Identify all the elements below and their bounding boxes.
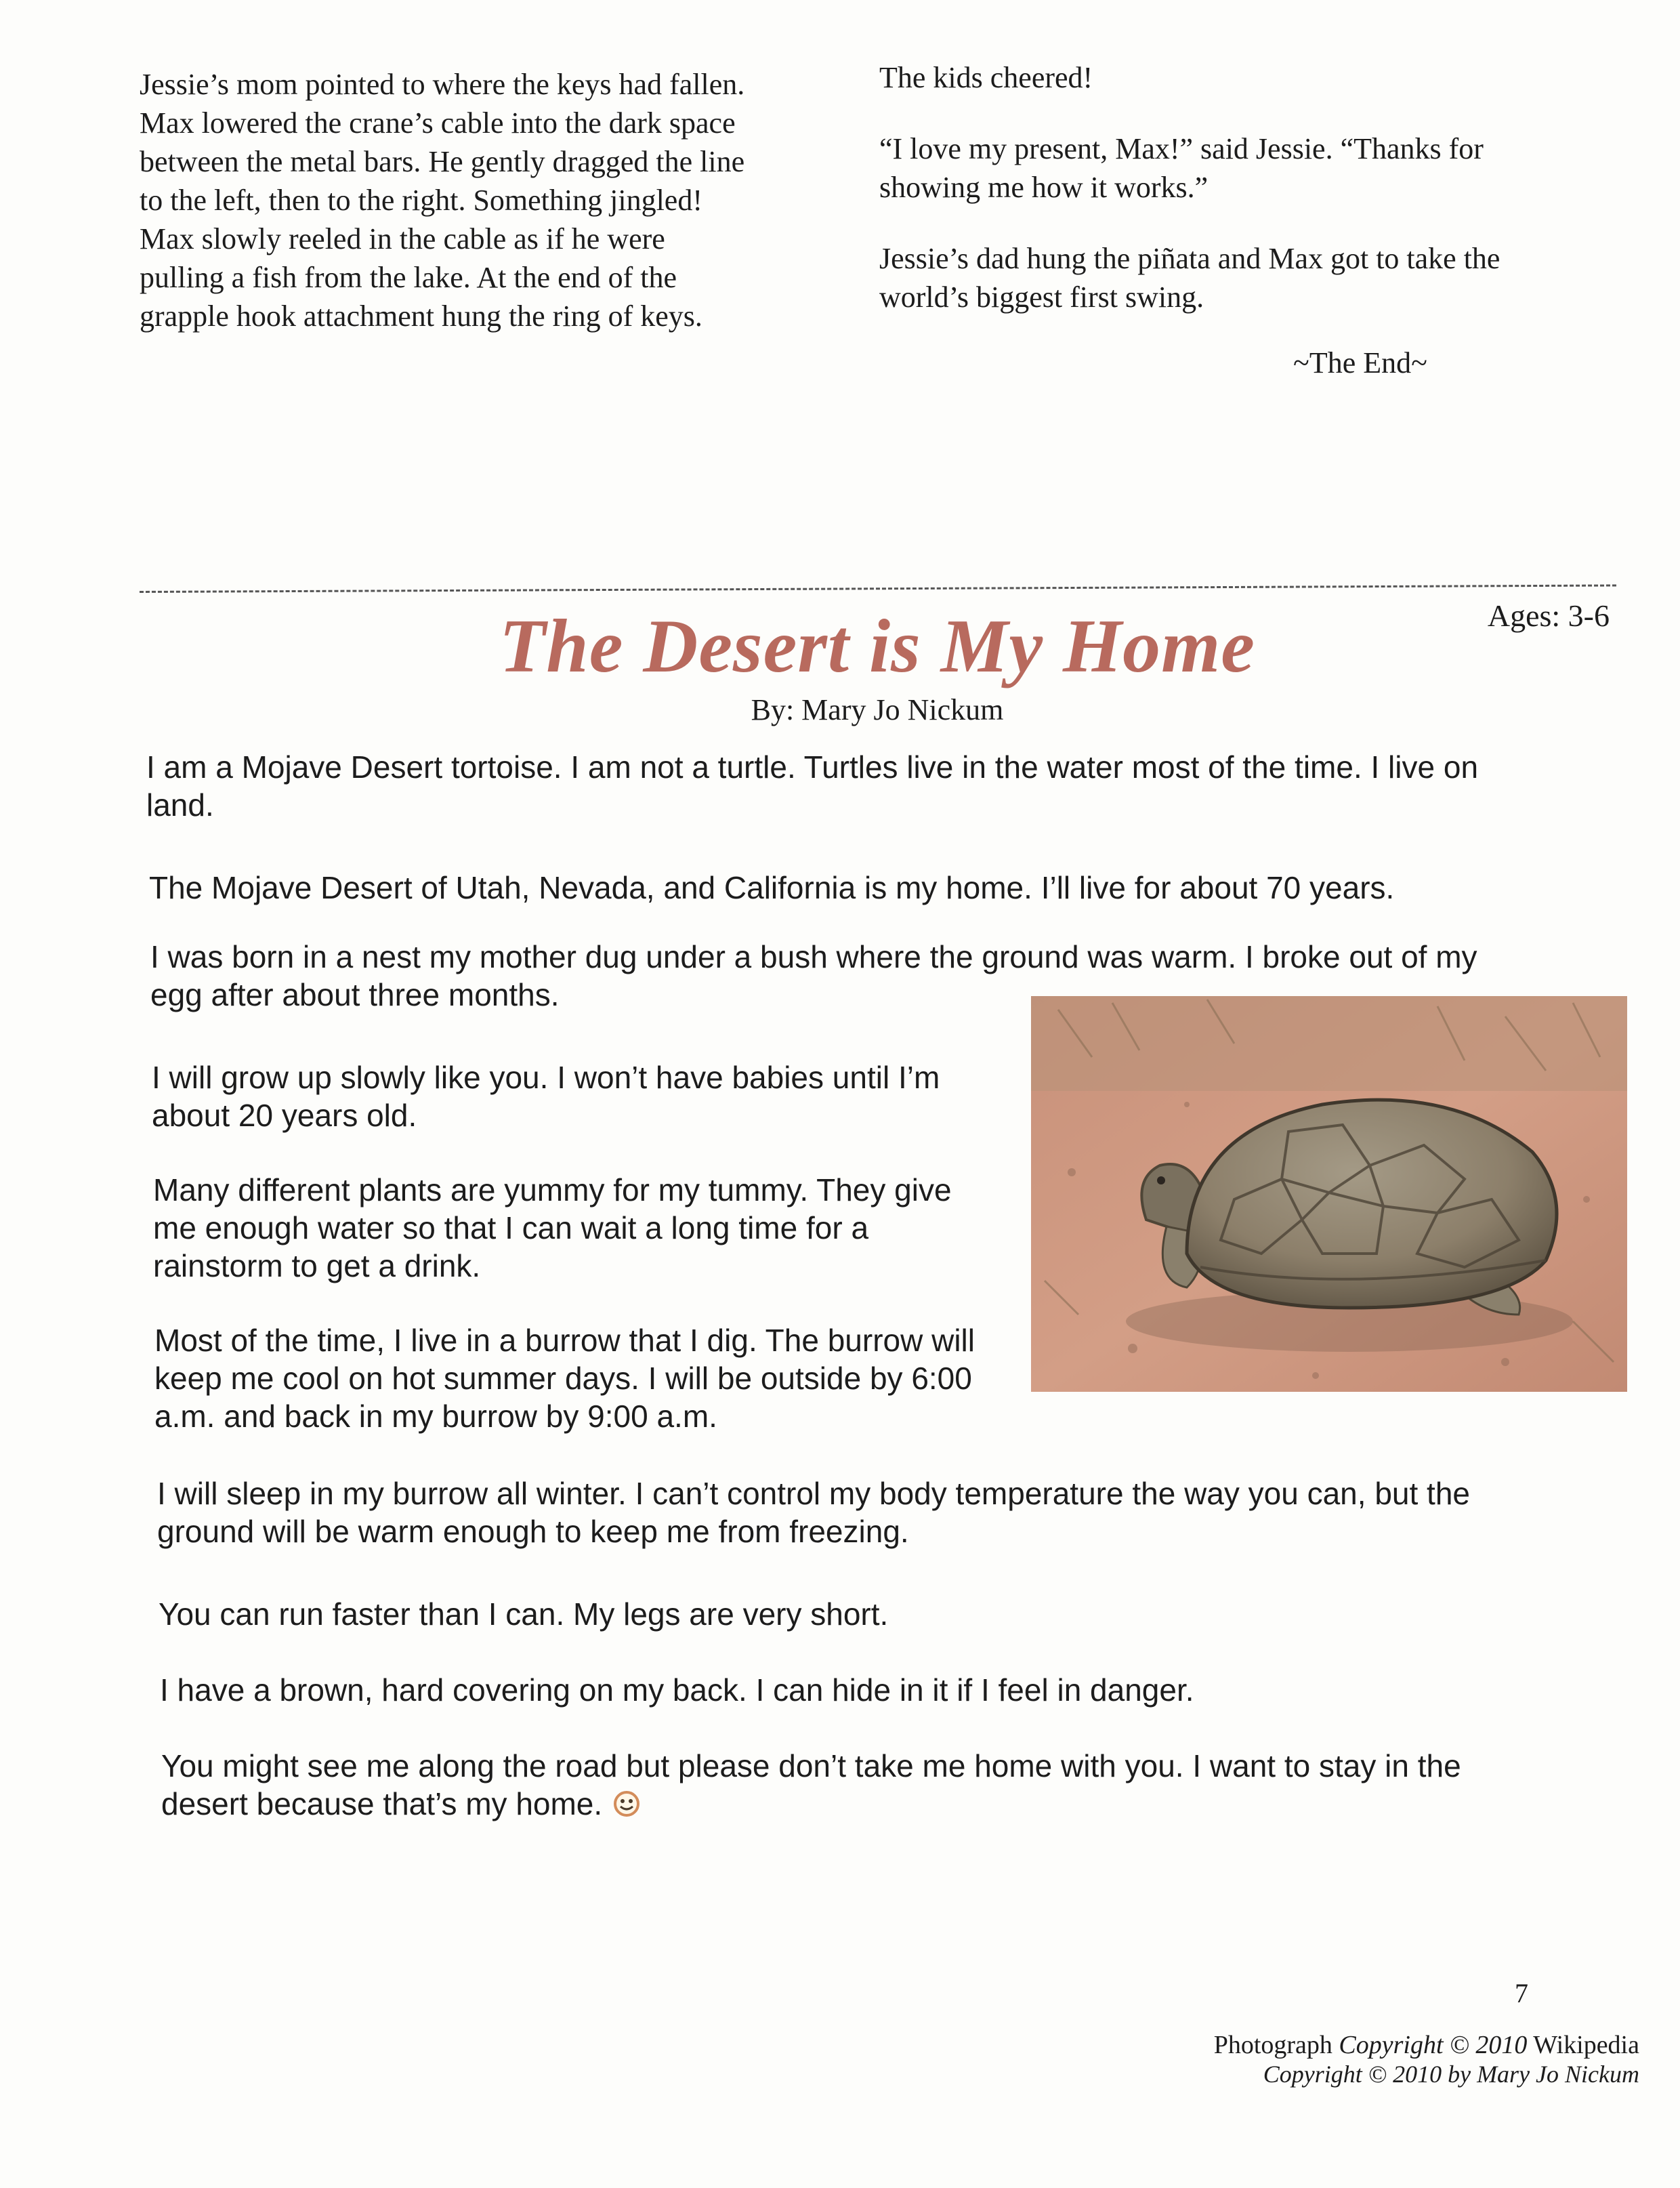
story-paragraph: I will sleep in my burrow all winter. I can’t control my body temperature the way you can, but the ground will be warm enough to keep me from freezing. xyxy=(157,1476,1470,1549)
story-text-line: between the metal bars. He gently dragged the line xyxy=(140,145,745,178)
page-number: 7 xyxy=(1515,1978,1528,2008)
story-text-line: Max lowered the crane’s cable into the dark space xyxy=(140,106,736,140)
smiley-icon xyxy=(612,1789,642,1827)
story-text-line: Jessie’s dad hung the piñata and Max got to take the xyxy=(879,242,1500,275)
story-title: The Desert is My Home xyxy=(499,604,1255,688)
story-paragraph: You might see me along the road but please don’t take me home with you. I want to stay in the desert because that’s my home. xyxy=(161,1747,1611,1827)
previous-story-left-column xyxy=(140,65,824,335)
story-text-line: showing me how it works.” xyxy=(879,171,1209,204)
photo-credit: Photograph Copyright © 2010 Wikipedia xyxy=(1213,2031,1639,2059)
story-text-line: “I love my present, Max!” said Jessie. “Thanks for xyxy=(879,132,1484,165)
story-paragraph: I have a brown, hard covering on my back. I can hide in it if I feel in danger. xyxy=(160,1672,1194,1708)
story-byline: By: Mary Jo Nickum xyxy=(751,693,1004,726)
previous-story-right-column xyxy=(879,58,1638,382)
story-text-line: Max slowly reeled in the cable as if he were xyxy=(140,222,665,255)
story-text-line: grapple hook attachment hung the ring of keys. xyxy=(140,300,702,333)
story-text-line: to the left, then to the right. Something jingled! xyxy=(140,184,702,217)
story-text-line: The kids cheered! xyxy=(879,61,1093,94)
copyright-notice: Copyright © 2010 by Mary Jo Nickum xyxy=(1263,2061,1639,2088)
tortoise-photo xyxy=(1031,996,1627,1392)
story-paragraph: I was born in a nest my mother dug under a bush where the ground was warm. I broke out of my egg after about three months. xyxy=(150,939,1477,1012)
ages-label: Ages: 3-6 xyxy=(1487,598,1610,633)
story-text-line: world’s biggest first swing. xyxy=(879,281,1204,314)
dashed-divider xyxy=(140,584,1616,593)
story-paragraph: You can run faster than I can. My legs are very short. xyxy=(159,1596,889,1632)
story-text-line: pulling a fish from the lake. At the end of the xyxy=(140,261,677,294)
story-paragraph: The Mojave Desert of Utah, Nevada, and California is my home. I’ll live for about 70 years. xyxy=(149,870,1395,905)
the-end-label: ~The End~ xyxy=(1293,346,1427,379)
story-paragraph: I will grow up slowly like you. I won’t have babies until I’m about 20 years old. xyxy=(152,1060,940,1133)
story-text-line: Jessie’s mom pointed to where the keys had fallen. xyxy=(140,68,745,101)
story-paragraph: Most of the time, I live in a burrow that I dig. The burrow will keep me cool on hot summer days. I will be outside by 6:00 a.m. and back in my burrow by 9:00 a.m. xyxy=(154,1323,975,1434)
story-paragraph: Many different plants are yummy for my tummy. They give me enough water so that I can wait a long time for a rainstorm to get a drink. xyxy=(153,1172,952,1283)
story-paragraph: I am a Mojave Desert tortoise. I am not a turtle. Turtles live in the water most of the time. I live on land. xyxy=(146,749,1479,823)
